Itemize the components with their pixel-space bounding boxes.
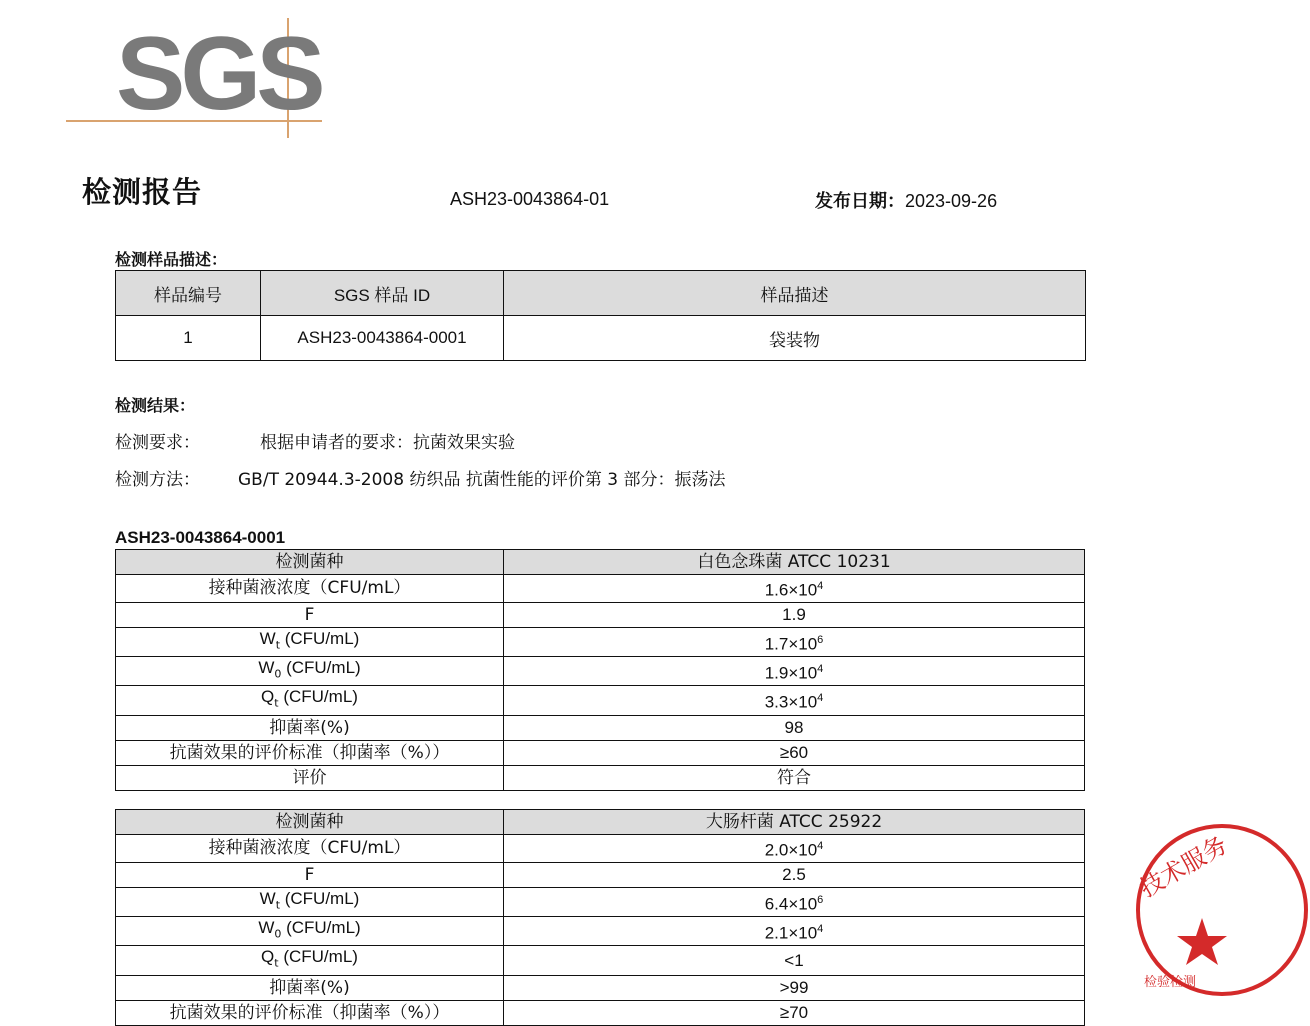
- table-row: [116, 835, 1085, 863]
- value-text: 3.3×10: [764, 692, 818, 712]
- parameter-subscript: 0: [274, 667, 282, 681]
- parameter-cell: [116, 657, 504, 686]
- parameter-unit: (CFU/mL): [280, 628, 360, 648]
- value-cell: [504, 657, 1085, 686]
- value-cell: [504, 627, 1085, 656]
- value-cell: [504, 917, 1085, 946]
- logo-text: SGS: [116, 16, 321, 132]
- parameter-unit: (CFU/mL): [281, 658, 361, 678]
- column-header: 样品描述: [504, 271, 1086, 316]
- value-text: 1.9×10: [764, 663, 818, 683]
- result-header-row: [116, 810, 1085, 835]
- star-icon: [1177, 918, 1227, 965]
- requirement-line: [115, 428, 515, 453]
- page-title: 检测报告: [82, 175, 203, 209]
- parameter-cell: 接种菌液浓度（CFU/mL）: [116, 835, 504, 863]
- parameter-subscript: 0: [274, 927, 282, 941]
- parameter-cell: 接种菌液浓度（CFU/mL）: [116, 575, 504, 603]
- value-exponent: 4: [817, 662, 824, 675]
- table-cell: 袋装物: [504, 316, 1086, 361]
- parameter-symbol: W: [259, 628, 276, 648]
- parameter-symbol: W: [258, 658, 275, 678]
- table-row: [116, 1000, 1085, 1025]
- value-cell: [504, 862, 1085, 887]
- parameter-cell: [116, 946, 504, 975]
- value-text: 1.9: [782, 604, 806, 624]
- issue-date-label: 发布日期：: [815, 191, 905, 212]
- parameter-cell: [116, 917, 504, 946]
- parameter-cell: F: [116, 862, 504, 887]
- value-cell: [504, 765, 1085, 790]
- value-cell: [504, 575, 1085, 603]
- requirement-label: 检测要求：: [115, 433, 200, 453]
- table-row: [116, 715, 1085, 740]
- parameter-unit: (CFU/mL): [281, 918, 361, 938]
- parameter-cell: 评价: [116, 765, 504, 790]
- parameter-subscript: t: [275, 898, 281, 912]
- method-line: [115, 465, 725, 490]
- parameter-cell: 抑菌率(%): [116, 715, 504, 740]
- strain-label: 检测菌种: [116, 810, 504, 835]
- value-exponent: 4: [817, 922, 824, 935]
- table-row: [116, 657, 1085, 686]
- value-cell: [504, 715, 1085, 740]
- strain-value: 大肠杆菌 ATCC 25922: [504, 810, 1085, 835]
- parameter-unit: (CFU/mL): [278, 947, 358, 967]
- value-cell: [504, 835, 1085, 863]
- table-row: [116, 975, 1085, 1000]
- requirement-value: 根据申请者的要求：抗菌效果实验: [260, 433, 515, 453]
- parameter-cell: 抗菌效果的评价标准（抑菌率（%））: [116, 740, 504, 765]
- value-cell: [504, 686, 1085, 715]
- strain-value: 白色念珠菌 ATCC 10231: [504, 550, 1085, 575]
- table-row: [116, 602, 1085, 627]
- issue-date-value: 2023-09-26: [905, 191, 998, 211]
- parameter-cell: F: [116, 602, 504, 627]
- value-text: 2.0×10: [764, 840, 818, 860]
- value-exponent: 4: [817, 692, 824, 705]
- table-cell: 1: [116, 316, 261, 361]
- report-number: ASH23-0043864-01: [450, 189, 610, 209]
- value-cell: [504, 887, 1085, 916]
- value-text: 符合: [777, 767, 811, 787]
- value-cell: [504, 946, 1085, 975]
- parameter-cell: 抗菌效果的评价标准（抑菌率（%））: [116, 1000, 504, 1025]
- value-exponent: 6: [817, 633, 824, 646]
- result-header-row: [116, 550, 1085, 575]
- samples-header-row: [116, 271, 1086, 316]
- parameter-cell: [116, 686, 504, 715]
- samples-heading: 检测样品描述：: [115, 250, 228, 269]
- table-row: [116, 862, 1085, 887]
- strain-label: 检测菌种: [116, 550, 504, 575]
- parameter-subscript: t: [274, 696, 279, 710]
- table-row: [116, 765, 1085, 790]
- method-value: GB/T 20944.3-2008 纺织品 抗菌性能的评价第 3 部分：振荡法: [238, 470, 726, 490]
- value-exponent: 4: [817, 840, 824, 852]
- table-row: [116, 316, 1086, 361]
- value-text: 2.5: [782, 864, 806, 884]
- table-row: [116, 917, 1085, 946]
- value-cell: [504, 975, 1085, 1000]
- table-row: [116, 575, 1085, 603]
- stamp-top-text: 技术服务: [1134, 830, 1233, 903]
- parameter-unit: (CFU/mL): [280, 888, 360, 908]
- parameter-cell: [116, 887, 504, 916]
- column-header: 样品编号: [116, 271, 261, 316]
- parameter-cell: [116, 627, 504, 656]
- parameter-cell: 抑菌率(%): [116, 975, 504, 1000]
- result-table-1: [115, 549, 1085, 791]
- results-heading: 检测结果：: [115, 396, 196, 415]
- value-exponent: 4: [817, 580, 824, 592]
- table-row: [116, 627, 1085, 656]
- value-text: 6.4×10: [764, 894, 818, 914]
- sample-id-heading: ASH23-0043864-0001: [115, 528, 286, 547]
- parameter-subscript: t: [274, 956, 279, 970]
- parameter-unit: (CFU/mL): [278, 687, 358, 707]
- value-exponent: 6: [817, 893, 824, 906]
- value-cell: [504, 602, 1085, 627]
- official-stamp: [1130, 818, 1310, 1018]
- method-label: 检测方法：: [115, 470, 200, 490]
- table-row: [116, 946, 1085, 975]
- parameter-symbol: W: [259, 888, 276, 908]
- value-cell: [504, 740, 1085, 765]
- table-row: [116, 686, 1085, 715]
- value-text: ≥60: [779, 742, 809, 762]
- sgs-logo: [66, 18, 326, 138]
- result-table-2: [115, 809, 1085, 1026]
- value-text: ≥70: [779, 1002, 809, 1022]
- parameter-symbol: W: [258, 918, 275, 938]
- value-cell: [504, 1000, 1085, 1025]
- parameter-subscript: t: [275, 638, 281, 652]
- parameter-symbol: Q: [261, 947, 275, 967]
- parameter-symbol: Q: [261, 687, 275, 707]
- table-row: [116, 887, 1085, 916]
- value-text: 1.7×10: [764, 634, 818, 654]
- table-row: [116, 740, 1085, 765]
- samples-table: [115, 270, 1086, 361]
- stamp-bottom-text: 检验检测: [1144, 975, 1197, 990]
- column-header: SGS 样品 ID: [261, 271, 504, 316]
- table-cell: ASH23-0043864-0001: [261, 316, 504, 361]
- value-text: 2.1×10: [764, 923, 818, 943]
- issue-date: [815, 187, 997, 213]
- value-text: 98: [784, 717, 804, 737]
- value-text: <1: [784, 950, 804, 970]
- value-text: >99: [779, 977, 809, 997]
- value-text: 1.6×10: [764, 580, 818, 600]
